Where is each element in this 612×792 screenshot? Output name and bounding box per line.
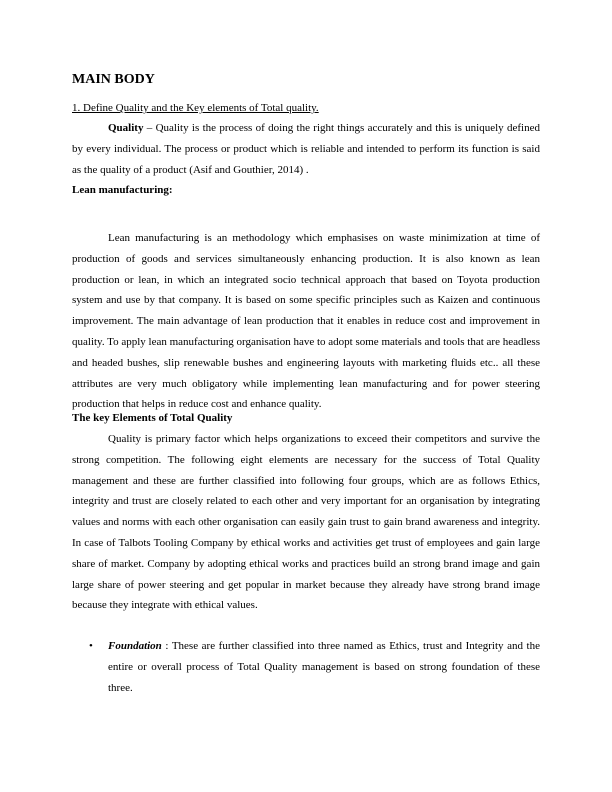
bullet-icon: • [89,640,93,652]
quality-definition-text: – Quality is the process of doing the right things accurately and this is uniquely defined by every individual. The process or product which is reliable and intended to perform its function is said as the quality of a product (Asif and Gouthier, 2014) . [72,122,540,176]
quality-term: Quality [108,122,144,134]
key-elements-heading: The key Elements of Total Quality [72,412,233,424]
lean-manufacturing-paragraph: Lean manufacturing is an methodology which emphasises on waste minimization at time of production of goods and services simultaneously enhancing production. It is also known as lean production or lean, in which an integrated socio technical approach that based on Toyota production system and use by that company. It is based on some specific principles such as Kaizen and continuous improvement. The main advantage of lean production that it enables in reduce cost and improvement in quality. To apply lean manufacturing organisation have to adopt some materials and tools that are headless and headed bushes, slip renewable bushes and engineering layouts with marketing fluids etc.. all these attributes are very much obligatory while implementing lean manufacturing and for power steering production that helps in reduce cost and enhance quality. [72,232,540,411]
main-heading: MAIN BODY [72,72,155,87]
lean-manufacturing-heading: Lean manufacturing: [72,184,173,196]
key-elements-paragraph: Quality is primary factor which helps organizations to exceed their competitors and survive the strong competition. The following eight elements are necessary for the success of Total Quality management and these are further classified into following four groups, which are as follows Ethics, integrity and trust are closely related to each other and very important for an organisation by integrating values and norms with each other organisation can easily gain trust to gain brand awareness and integrity. In case of Talbots Tooling Company by ethical works and activities get trust of employees and gain large share of market. Company by adopting ethical works and practices build an strong brand image and gain large share of power steering and get popular in market because they already have strong brand image because they integrate with ethical values. [72,433,540,612]
foundation-term: Foundation [108,640,162,652]
quality-definition-paragraph [72,118,540,180]
foundation-bullet-text [108,636,540,698]
question-heading: 1. Define Quality and the Key elements of Total quality. [72,102,319,114]
foundation-description: : These are further classified into three named as Ethics, trust and Integrity and the entire or overall process of Total Quality management is based on strong foundation of these three. [108,640,540,694]
